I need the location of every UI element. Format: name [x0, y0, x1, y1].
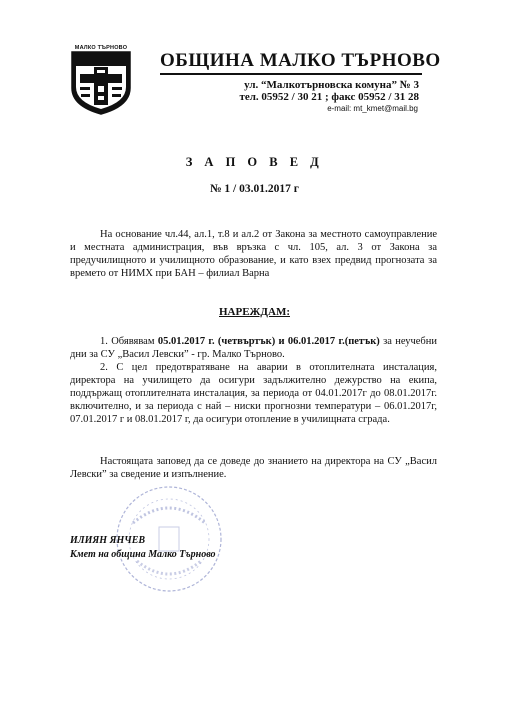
item1-text-b: за неучебни дни за СУ „Васил Левски” - гр. Малко Търново. — [70, 336, 438, 360]
closing-paragraph — [70, 455, 437, 481]
preamble-paragraph — [70, 228, 437, 280]
item1-text-a: Обявявам — [111, 336, 155, 347]
order-item-1 — [70, 335, 437, 361]
preamble-text: На основание чл.44, ал.1, т.8 и ал.2 от Закона за местното самоуправление и местната администрация, във връзка с чл. 105, ал. 3 от Закона за предучилищното и училищното образование, и като взех предвид прогнозата за времето от НИМХ при БАН – филиал Варна — [70, 229, 437, 279]
document-title: З А П О В Е Д — [185, 155, 324, 169]
address-line: ул. “Малкотърновска комуна” № 3 — [244, 79, 419, 91]
closing-text: Настоящата заповед да се доведе до знанието на директора на СУ „Васил Левски” за сведение и изпълнение. — [70, 456, 437, 480]
phone-fax-line: тел. 05952 / 30 21 ; факс 05952 / 31 28 — [239, 91, 419, 103]
header-divider — [160, 73, 422, 75]
document-number: № 1 / 03.01.2017 г — [210, 183, 299, 195]
crest-caption: МАЛКО ТЪРНОВО — [74, 45, 128, 51]
email-line: e-mail: mt_kmet@mail.bg — [327, 104, 418, 113]
item1-number: 1. — [100, 336, 108, 347]
order-heading-text: НАРЕЖДАМ: — [219, 306, 290, 318]
order-item-2 — [70, 361, 437, 426]
item1-dates: 05.01.2017 г. (четвъртък) и 06.01.2017 г.(петък) — [157, 336, 380, 347]
signatory-name: ИЛИЯН ЯНЧЕВ — [70, 535, 146, 546]
signatory-role: Кмет на община Малко Търново — [70, 549, 216, 560]
item2-text: С цел предотвратяване на аварии в отоплителната инсталация, директора на училището да осигури задължително дежурство на екипа, поддържащ отоплителната инсталация, за периода от 04.01.2017г до 08.01.2017г. включително, и за периода с най – ниски прогнозни температури – 06.01.2017г, 07.01.2017 г и 08.01.2017 г, да осигури отопление в училищната сграда. — [70, 362, 438, 425]
municipality-title: ОБЩИНА МАЛКО ТЪРНОВО — [160, 50, 441, 71]
municipality-crest-icon — [70, 44, 132, 116]
order-heading — [0, 306, 509, 318]
item2-number: 2. — [100, 362, 108, 373]
